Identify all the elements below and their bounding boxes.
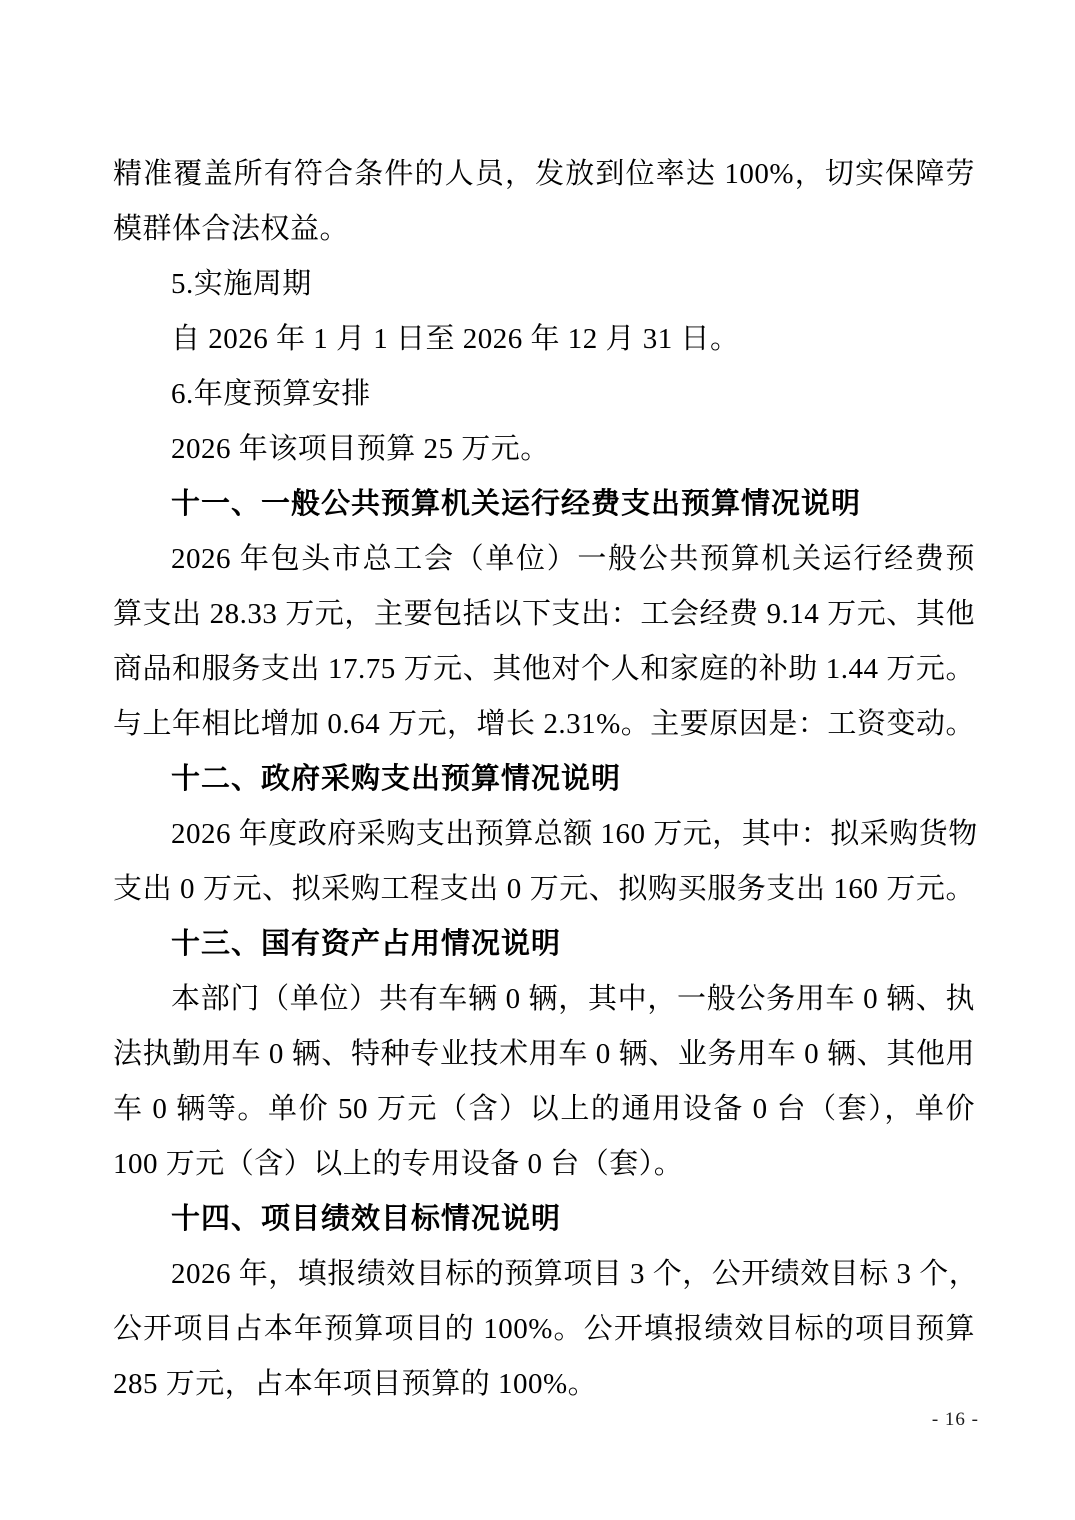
page-body <box>113 147 979 1412</box>
paragraph-line: 商品和服务支出 17.75 万元、其他对个人和家庭的补助 1.44 万元。 <box>113 653 975 685</box>
paragraph-line: 2026 年包头市总工会（单位）一般公共预算机关运行经费预 <box>171 543 975 575</box>
paragraph-line: 285 万元，占本年项目预算的 100%。 <box>113 1368 598 1400</box>
section-heading-14: 十四、项目绩效目标情况说明 <box>171 1203 562 1235</box>
page-number: - 16 - <box>931 1409 979 1430</box>
paragraph-line: 2026 年该项目预算 25 万元。 <box>171 433 550 465</box>
paragraph-line: 本部门（单位）共有车辆 0 辆，其中，一般公务用车 0 辆、执 <box>171 983 975 1015</box>
paragraph-line: 车 0 辆等。单价 50 万元（含）以上的通用设备 0 台（套），单价 <box>113 1093 975 1125</box>
paragraph-line: 与上年相比增加 0.64 万元，增长 2.31%。主要原因是：工资变动。 <box>113 708 975 740</box>
paragraph-line: 自 2026 年 1 月 1 日至 2026 年 12 月 31 日。 <box>171 323 740 355</box>
paragraph-line: 100 万元（含）以上的专用设备 0 台（套）。 <box>113 1148 684 1180</box>
section-heading-11: 十一、一般公共预算机关运行经费支出预算情况说明 <box>171 488 862 520</box>
paragraph-line: 法执勤用车 0 辆、特种专业技术用车 0 辆、业务用车 0 辆、其他用 <box>113 1038 975 1070</box>
paragraph-line: 2026 年度政府采购支出预算总额 160 万元，其中：拟采购货物 <box>171 818 978 850</box>
paragraph-line: 支出 0 万元、拟采购工程支出 0 万元、拟购买服务支出 160 万元。 <box>113 873 975 905</box>
section-heading-12: 十二、政府采购支出预算情况说明 <box>171 763 622 795</box>
list-item-6-title: 6.年度预算安排 <box>171 378 371 410</box>
paragraph-line: 模群体合法权益。 <box>113 213 350 245</box>
list-item-5-title: 5.实施周期 <box>171 268 312 300</box>
paragraph-line: 2026 年，填报绩效目标的预算项目 3 个，公开绩效目标 3 个， <box>171 1258 979 1290</box>
paragraph-line: 算支出 28.33 万元，主要包括以下支出：工会经费 9.14 万元、其他 <box>113 598 975 630</box>
section-heading-13: 十三、国有资产占用情况说明 <box>171 928 562 960</box>
paragraph-line: 精准覆盖所有符合条件的人员，发放到位率达 100%，切实保障劳 <box>113 158 975 190</box>
paragraph-line: 公开项目占本年预算项目的 100%。公开填报绩效目标的项目预算 <box>113 1313 975 1345</box>
